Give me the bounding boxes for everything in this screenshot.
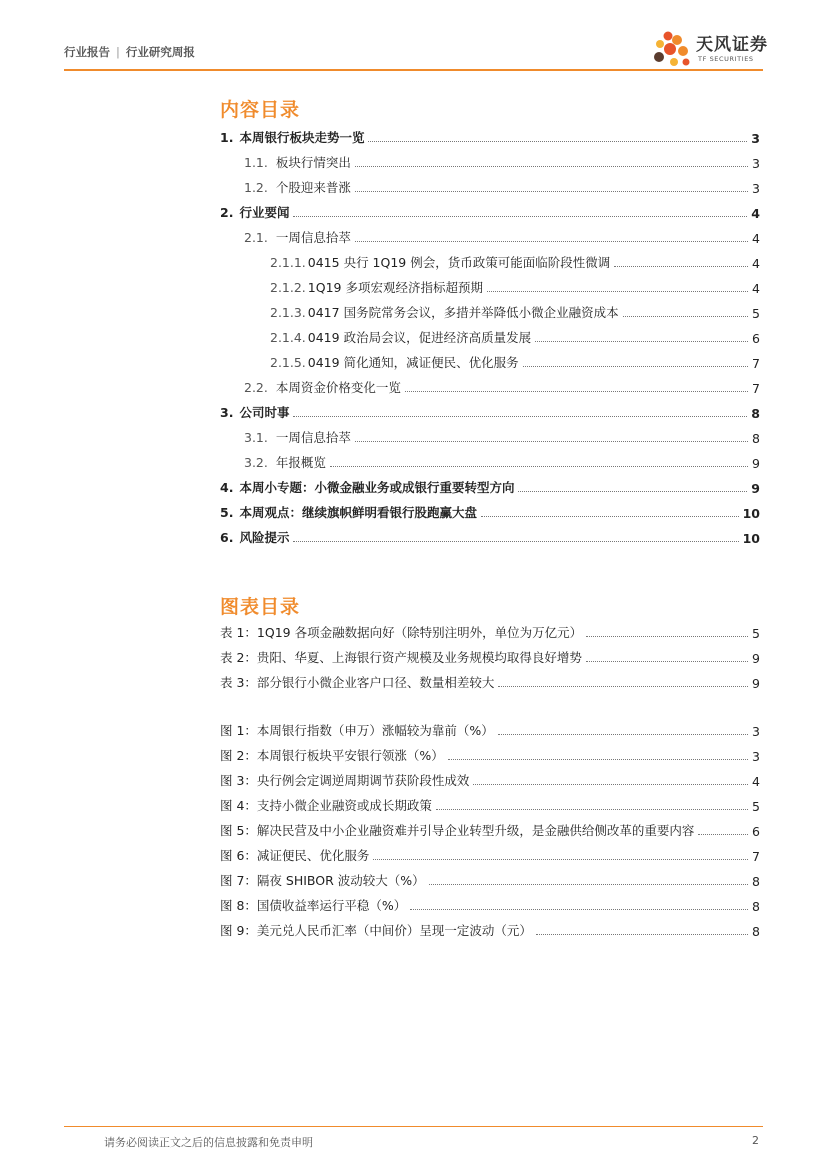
toc-entry[interactable] <box>218 496 760 521</box>
entry-label: 图 7：隔夜 SHIBOR 波动较大（%） <box>220 873 425 888</box>
dot-leader <box>518 490 747 492</box>
entry-label: 0415 央行 1Q19 例会，货币政策可能面临阶段性微调 <box>307 255 611 270</box>
toc-entry[interactable] <box>218 471 760 496</box>
dot-leader <box>330 465 748 467</box>
table-entry[interactable] <box>218 666 760 691</box>
toc-entry[interactable] <box>218 371 760 396</box>
logo-name: 天风证券 <box>696 35 768 55</box>
toc-title: 内容目录 <box>220 99 301 121</box>
entry-label: 图 2：本周银行板块平安银行领涨（%） <box>220 748 444 763</box>
entry-label: 0419 政治局会议，促进经济高质量发展 <box>307 330 532 345</box>
toc-entry-number: 3.1. <box>244 430 268 445</box>
toc-entry-number: 1. <box>220 130 234 145</box>
entry-label: 公司时事 <box>239 405 290 420</box>
entry-label: 0419 简化通知，减证便民、优化服务 <box>307 355 519 370</box>
entry-label: 一周信息拾萃 <box>275 230 351 245</box>
toc-entry[interactable] <box>218 321 760 346</box>
toc-entry[interactable] <box>218 521 760 546</box>
table-entry[interactable] <box>218 616 760 641</box>
toc-entry[interactable] <box>218 196 760 221</box>
entry-label: 一周信息拾萃 <box>275 430 351 445</box>
chart-index-title: 图表目录 <box>220 596 301 618</box>
toc-entry-number: 4. <box>220 480 234 495</box>
dot-leader <box>536 933 748 935</box>
figure-entry[interactable] <box>218 889 760 914</box>
entry-page-number: 3 <box>752 749 760 764</box>
figure-entry[interactable] <box>218 764 760 789</box>
header-category: 行业报告 <box>64 45 110 59</box>
dot-leader <box>355 190 748 192</box>
dot-leader <box>535 340 748 342</box>
toc-entry-number: 2. <box>220 205 234 220</box>
dot-leader <box>698 833 748 835</box>
entry-label: 本周银行板块走势一览 <box>239 130 365 145</box>
toc-entry-number: 3. <box>220 405 234 420</box>
toc-entry-number: 2.1.5. <box>270 355 306 370</box>
dot-leader <box>293 415 747 417</box>
entry-label: 图 4：支持小微企业融资或成长期政策 <box>220 798 432 813</box>
toc-entry[interactable] <box>218 271 760 296</box>
entry-page-number: 5 <box>752 799 760 814</box>
toc-entry[interactable] <box>218 296 760 321</box>
dot-leader <box>614 265 748 267</box>
entry-page-number: 3 <box>752 181 760 196</box>
footer-disclaimer: 请务必阅读正文之后的信息披露和免责申明 <box>104 1136 313 1149</box>
entry-page-number: 4 <box>751 206 760 221</box>
entry-page-number: 10 <box>742 531 760 546</box>
dot-leader <box>293 540 738 542</box>
entry-page-number: 3 <box>751 131 760 146</box>
entry-label: 本周小专题：小微金融业务或成银行重要转型方向 <box>239 480 515 495</box>
entry-page-number: 7 <box>752 849 760 864</box>
entry-label: 个股迎来普涨 <box>275 180 351 195</box>
dot-leader <box>481 515 739 517</box>
toc-entry-number: 1.2. <box>244 180 268 195</box>
entry-page-number: 9 <box>752 651 760 666</box>
header-subcategory: 行业研究周报 <box>125 45 195 59</box>
figure-entry[interactable] <box>218 714 760 739</box>
figure-entry[interactable] <box>218 789 760 814</box>
dot-leader <box>368 140 747 142</box>
dot-leader <box>410 908 748 910</box>
entry-label: 图 5：解决民营及中小企业融资难并引导企业转型升级，是金融供给侧改革的重要内容 <box>220 823 695 838</box>
toc-entry[interactable] <box>218 121 760 146</box>
toc-entry[interactable] <box>218 421 760 446</box>
entry-label: 年报概览 <box>275 455 326 470</box>
dot-leader <box>355 240 748 242</box>
entry-page-number: 8 <box>752 899 760 914</box>
logo-subtitle: TF SECURITIES <box>698 55 754 63</box>
entry-label: 图 8：国债收益率运行平稳（%） <box>220 898 407 913</box>
entry-label: 图 9：美元兑人民币汇率（中间价）呈现一定波动（元） <box>220 923 532 938</box>
entry-label: 表 2：贵阳、华夏、上海银行资产规模及业务规模均取得良好增势 <box>220 650 582 665</box>
dot-leader <box>498 733 748 735</box>
entry-label: 1Q19 多项宏观经济指标超预期 <box>307 280 483 295</box>
toc-entry[interactable] <box>218 221 760 246</box>
entry-page-number: 4 <box>752 774 760 789</box>
entry-page-number: 4 <box>752 281 760 296</box>
dot-leader <box>293 215 747 217</box>
entry-page-number: 7 <box>752 356 760 371</box>
dot-leader <box>436 808 748 810</box>
dot-leader <box>355 440 748 442</box>
entry-page-number: 8 <box>752 431 760 446</box>
toc-entry[interactable] <box>218 396 760 421</box>
entry-page-number: 10 <box>742 506 760 521</box>
entry-label: 行业要闻 <box>239 205 290 220</box>
table-entry[interactable] <box>218 641 760 666</box>
dot-leader <box>405 390 748 392</box>
toc-entry-number: 6. <box>220 530 234 545</box>
toc-entry-number: 5. <box>220 505 234 520</box>
toc-entry-number: 2.1.3. <box>270 305 306 320</box>
figure-entry[interactable] <box>218 814 760 839</box>
toc-entry-number: 2.1.4. <box>270 330 306 345</box>
entry-label: 图 3：央行例会定调逆周期调节获阶段性成效 <box>220 773 470 788</box>
entry-page-number: 7 <box>752 381 760 396</box>
toc-entry[interactable] <box>218 171 760 196</box>
dot-leader <box>586 635 748 637</box>
entry-page-number: 8 <box>751 406 760 421</box>
entry-page-number: 8 <box>752 924 760 939</box>
header-divider <box>64 69 763 71</box>
entry-page-number: 8 <box>752 874 760 889</box>
table-index <box>218 616 760 691</box>
figure-entry[interactable] <box>218 839 760 864</box>
entry-page-number: 6 <box>752 824 760 839</box>
dot-leader <box>623 315 748 317</box>
toc-entry[interactable] <box>218 246 760 271</box>
entry-label: 本周观点：继续旗帜鲜明看银行股跑赢大盘 <box>239 505 477 520</box>
page-number: 2 <box>752 1134 759 1147</box>
toc-entry-number: 2.1. <box>244 230 268 245</box>
dot-leader <box>487 290 748 292</box>
entry-page-number: 9 <box>752 676 760 691</box>
dot-leader <box>429 883 748 885</box>
entry-label: 0417 国务院常务会议，多措并举降低小微企业融资成本 <box>307 305 619 320</box>
entry-page-number: 3 <box>752 724 760 739</box>
entry-page-number: 3 <box>752 156 760 171</box>
toc-entry-number: 1.1. <box>244 155 268 170</box>
footer-divider <box>64 1126 763 1127</box>
dot-leader <box>448 758 748 760</box>
toc-entry[interactable] <box>218 146 760 171</box>
table-of-contents <box>218 121 760 546</box>
toc-entry[interactable] <box>218 346 760 371</box>
toc-entry-number: 2.1.1. <box>270 255 306 270</box>
dot-leader <box>473 783 748 785</box>
figure-index <box>218 714 760 939</box>
report-header: 行业报告 | 行业研究周报 <box>64 45 195 59</box>
entry-page-number: 5 <box>752 626 760 641</box>
dot-leader <box>373 858 748 860</box>
entry-page-number: 4 <box>752 256 760 271</box>
figure-entry[interactable] <box>218 914 760 939</box>
entry-label: 表 1：1Q19 各项金融数据向好（除特别注明外，单位为万亿元） <box>220 625 583 640</box>
toc-entry-number: 3.2. <box>244 455 268 470</box>
toc-entry[interactable] <box>218 446 760 471</box>
entry-label: 表 3：部分银行小微企业客户口径、数量相差较大 <box>220 675 495 690</box>
entry-label: 板块行情突出 <box>275 155 351 170</box>
entry-label: 图 6：减证便民、优化服务 <box>220 848 370 863</box>
figure-entry[interactable] <box>218 864 760 889</box>
figure-entry[interactable] <box>218 739 760 764</box>
dot-leader <box>498 685 748 687</box>
dot-leader <box>355 165 748 167</box>
entry-page-number: 9 <box>751 481 760 496</box>
entry-page-number: 5 <box>752 306 760 321</box>
entry-page-number: 6 <box>752 331 760 346</box>
toc-entry-number: 2.1.2. <box>270 280 306 295</box>
entry-label: 本周资金价格变化一览 <box>275 380 401 395</box>
entry-label: 风险提示 <box>239 530 290 545</box>
dot-leader <box>523 365 748 367</box>
entry-page-number: 9 <box>752 456 760 471</box>
entry-page-number: 4 <box>752 231 760 246</box>
toc-entry-number: 2.2. <box>244 380 268 395</box>
dot-leader <box>586 660 748 662</box>
entry-label: 图 1：本周银行指数（申万）涨幅较为靠前（%） <box>220 723 494 738</box>
